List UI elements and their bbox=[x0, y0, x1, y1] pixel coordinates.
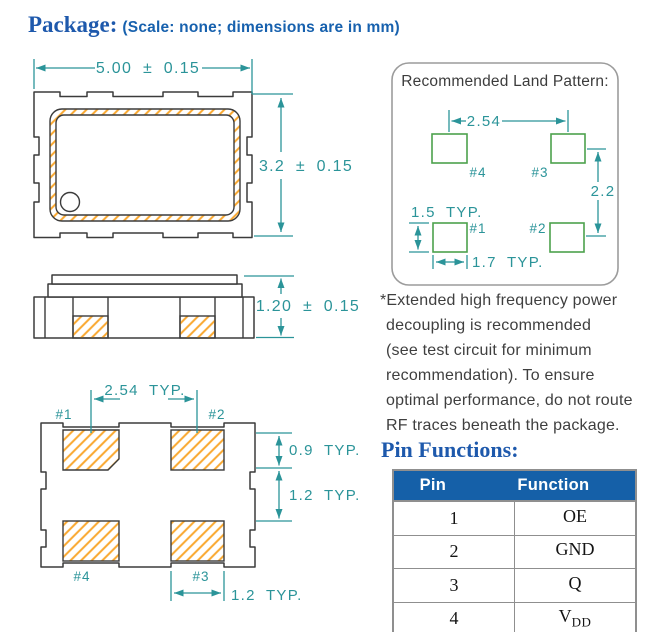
pin-functions-table-wrap bbox=[392, 469, 637, 632]
pin-function-cell bbox=[515, 535, 637, 569]
side-view-pad-right bbox=[180, 316, 215, 338]
bottom-pad-2 bbox=[171, 430, 224, 470]
column-header-function: Function bbox=[517, 476, 590, 494]
bottom-view-pad-gap-label: 1.2 TYP. bbox=[289, 487, 361, 504]
bottom-pad-3 bbox=[171, 521, 224, 561]
land-pitch-x-dimension bbox=[449, 110, 568, 132]
land-pin2-label: #2 bbox=[529, 221, 547, 236]
land-pitch-y-dimension bbox=[586, 149, 615, 236]
table-row bbox=[393, 535, 636, 569]
side-view-body bbox=[34, 297, 254, 338]
column-header-pin: Pin bbox=[419, 476, 447, 494]
top-view-height-dimension bbox=[259, 98, 353, 232]
pin-functions-heading: Pin Functions: bbox=[381, 437, 519, 462]
bottom-pin4-label: #4 bbox=[73, 569, 91, 584]
land-pad-height-label: 1.5 TYP. bbox=[411, 204, 483, 221]
land-pitch-x-label: 2.54 bbox=[466, 113, 502, 130]
bottom-pin3-label: #3 bbox=[192, 569, 210, 584]
bottom-view-right-dimensions bbox=[256, 433, 361, 521]
note-line: *Extended high frequency power bbox=[380, 292, 618, 309]
land-pin1-label: #1 bbox=[469, 221, 487, 236]
table-row bbox=[393, 501, 636, 535]
land-pitch-y-label: 2.2 bbox=[590, 183, 616, 200]
pin-number-cell: 1 bbox=[393, 501, 515, 535]
land-pattern-panel bbox=[392, 63, 618, 285]
table-row bbox=[393, 569, 636, 603]
land-pad-2 bbox=[550, 223, 584, 252]
pin-function-text: GND bbox=[555, 539, 595, 560]
note-line: optimal performance, do not route bbox=[386, 392, 633, 409]
pin1-marker-dot bbox=[61, 193, 80, 212]
land-pin3-label: #3 bbox=[531, 165, 549, 180]
bottom-view-pitch-label: 2.54 TYP. bbox=[104, 382, 186, 399]
top-view-height-label: 3.2 ± 0.15 bbox=[258, 158, 354, 175]
land-pattern-title: Recommended Land Pattern: bbox=[401, 73, 609, 90]
note-line: RF traces beneath the package. bbox=[386, 417, 620, 434]
bottom-view-drawing bbox=[41, 382, 361, 604]
bottom-pin2-label: #2 bbox=[208, 407, 226, 422]
pin-function-subscript: DD bbox=[571, 615, 592, 631]
pin-number-cell: 3 bbox=[393, 569, 515, 603]
note-line: recommendation). To ensure bbox=[386, 367, 595, 384]
pin-functions-table bbox=[392, 469, 637, 632]
pin-number-cell: 2 bbox=[393, 535, 515, 569]
land-pad-1 bbox=[433, 223, 467, 252]
side-view-pad-left bbox=[73, 316, 108, 338]
land-pin4-label: #4 bbox=[469, 165, 487, 180]
page-title-main: Package: bbox=[28, 12, 118, 37]
bottom-view-pad-height-label: 0.9 TYP. bbox=[289, 442, 361, 459]
note-line: decoupling is recommended bbox=[386, 317, 592, 334]
pin-function-cell bbox=[515, 501, 637, 535]
top-view-drawing bbox=[34, 59, 353, 238]
pin-number-cell: 4 bbox=[393, 602, 515, 632]
land-pad-width-dimension bbox=[433, 254, 544, 271]
side-view-height-dimension bbox=[244, 276, 360, 338]
bottom-view-pad-width-dimension bbox=[171, 571, 303, 604]
bottom-pad-1 bbox=[63, 430, 119, 470]
pin-function-text: Q bbox=[568, 572, 582, 593]
pin-function-cell bbox=[515, 602, 637, 632]
pin-function-text: V bbox=[558, 606, 572, 627]
land-pad-4 bbox=[432, 134, 467, 163]
decoupling-note bbox=[380, 288, 659, 438]
side-view-lid-step bbox=[48, 284, 242, 297]
bottom-pin1-label: #1 bbox=[55, 407, 73, 422]
pin-function-cell bbox=[515, 569, 637, 603]
table-header-row bbox=[393, 470, 636, 501]
pin-function-text: OE bbox=[563, 505, 587, 526]
note-line: (see test circuit for minimum bbox=[386, 342, 592, 359]
bottom-pad-4 bbox=[63, 521, 119, 561]
page-title-subtitle: (Scale: none; dimensions are in mm) bbox=[122, 19, 400, 36]
land-pad-3 bbox=[551, 134, 585, 163]
table-row bbox=[393, 602, 636, 632]
top-view-width-label: 5.00 ± 0.15 bbox=[95, 60, 201, 77]
side-view-drawing bbox=[34, 275, 360, 338]
bottom-view-pad-width-label: 1.2 TYP. bbox=[231, 587, 303, 604]
top-view-cavity bbox=[56, 115, 234, 215]
side-view-height-label: 1.20 ± 0.15 bbox=[255, 298, 361, 315]
side-view-lid-top bbox=[52, 275, 237, 284]
land-pad-width-label: 1.7 TYP. bbox=[472, 254, 544, 271]
